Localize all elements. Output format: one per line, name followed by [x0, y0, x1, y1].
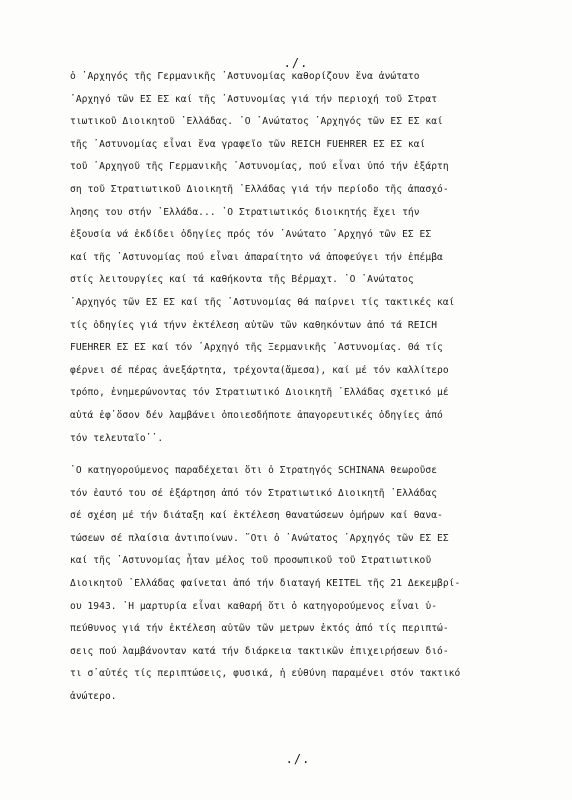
text-line: ὁ ᾿Αρχηγός τῆς Γερμανικῆς ᾿Αστυνομίας καθορίζουν ἕνα ἀνώτατο [70, 71, 420, 82]
text-line: λησης του στήν ῾Ελλάδα... ῾Ο Στρατιωτικός διοικητής ἔχει τήν [70, 206, 420, 218]
text-line: σέ σχέση μέ τήν διάταξη καί ἐκτέλεση θανατώσεων ὁμήρων καί θανα- [70, 510, 443, 522]
text-line: FUEHRER ΕΣ ΕΣ καί τόν ᾿Αρχηγό τῆς Ξερμανικῆς ᾿Αστυνομίας. Θά τίς [70, 342, 443, 354]
text-line: καί τῆς ᾿Αστυνομίας πού εἶναι ἀπαραίτητο νά ἀποφεύγει τήν ἐπέμβα [70, 251, 443, 263]
text-line: ῾Ο κατηγορούμενος παραδέχεται ὅτι ὁ Στρατηγός SCHINANA θεωροῦσε [70, 465, 438, 476]
text-line: πεύθυνος γιά τήν ἐκτέλεση αὐτῶν τῶν μετρων ἐκτός ἀπό τίς περιπτώ- [70, 623, 449, 635]
text-line: φέρνει σέ πέρας ἀνεξάρτητα, τρέχοντα(ἄμεσα), καί μέ τόν καλλίτερο [70, 364, 449, 376]
text-line: τιωτικοῦ Διοικητοῦ ῾Ελλάδας. ῾Ο ᾿Ανώτατος ᾿Αρχηγός τῶν ΕΣ ΕΣ καί [70, 116, 443, 128]
paragraph-2 [70, 460, 550, 709]
text-line: ου 1943. ῾Η μαρτυρία εἶναι καθαρή ὅτι ὁ κατηγορούμενος εἶναι ὑ- [70, 600, 438, 612]
text-line: ᾿Αρχηγό τῶν ΕΣ ΕΣ καί τῆς ᾿Αστυνομίας γιά τήν περιοχή τοῦ Στρατ [70, 93, 438, 105]
text-line: ἀνώτερο. [70, 690, 117, 702]
text-line: καί τῆς ᾿Αστυνομίας ἦταν μέλος τοῦ προσωπικοῦ τοῦ Στρατιωτικοῦ [70, 555, 432, 567]
text-line: τώσεων σέ πλαίσια ἀντιποίνων. ῞Οτι ὁ ᾿Ανώτατος ᾿Αρχηγός τῶν ΕΣ ΕΣ [70, 532, 449, 544]
text-line: στίς λειτουργίες καί τά καθήκοντα τῆς Βέρμαχτ. ῾Ο ᾿Ανώτατος [70, 274, 414, 286]
text-line: τρόπο, ἐνημερώνοντας τόν Στρατιωτικό Διοικητῆ ῾Ελλάδας σχετικό μέ [70, 387, 449, 399]
text-line: αὐτά ἐφ᾿ὅσον δέν λαμβάνει ὁποιεσδήποτε ἀπαγορευτικές ὁδηγίες ἀπό [70, 409, 443, 421]
text-line: ἐξουσία νά ἐκδίδει ὁδηγίες πρός τόν ᾿Ανώτατο ᾿Αρχηγό τῶν ΕΣ ΕΣ [70, 229, 432, 241]
text-line: τοῦ ᾿Αρχηγοῦ τῆς Γερμανικῆς ᾿Αστυνομίας, πού εἶναι ὑπό τήν ἐξάρτη [70, 161, 449, 173]
text-line: ᾿Αρχηγός τῶν ΕΣ ΕΣ καί τῆς ᾿Αστυνομίας θά παίρνει τίς τακτικές καί [70, 296, 455, 308]
text-line: τόν ἑαυτό του σέ ἐξάρτηση ἀπό τόν Στρατιωτικό Διοικητῆ ῾Ελλάδας [70, 487, 438, 499]
text-line: τι σ᾿αὐτές τίς περιπτώσεις, φυσικά, ἡ εὐθύνη παραμένει στόν τακτικό [70, 668, 461, 680]
text-line: τόν τελευταῖο᾿᾿. [70, 432, 164, 444]
text-line: σεις πού λαμβάνονταν κατά τήν διάρκεια τακτικῶν ἐπιχειρήσεων διό- [70, 645, 449, 657]
text-line: τῆς ᾿Αστυνομίας εἶναι ἕνα γραφεῖο τῶν REICH FUEHRER ΕΣ ΕΣ καί [70, 138, 426, 150]
page-continuation-marker-bottom: ./. [285, 752, 311, 766]
page-continuation-marker-top: ./. [283, 56, 309, 70]
text-line: ση τοῦ Στρατιωτικοῦ Διοικητῆ ῾Ελλάδας γιά τήν περίοδο τῆς ἀπασχό- [70, 183, 449, 195]
paragraph-1 [70, 66, 550, 450]
text-line: Διοικητοῦ ῾Ελλάδας φαίνεται ἀπό τήν διαταγή KEITEL τῆς 21 Δεκεμβρί- [70, 577, 461, 589]
text-line: τίς ὁδηγίες γιά τήνν ἐκτέλεση αὐτῶν τῶν καθηκόντων ἀπό τά REICH [70, 319, 438, 331]
